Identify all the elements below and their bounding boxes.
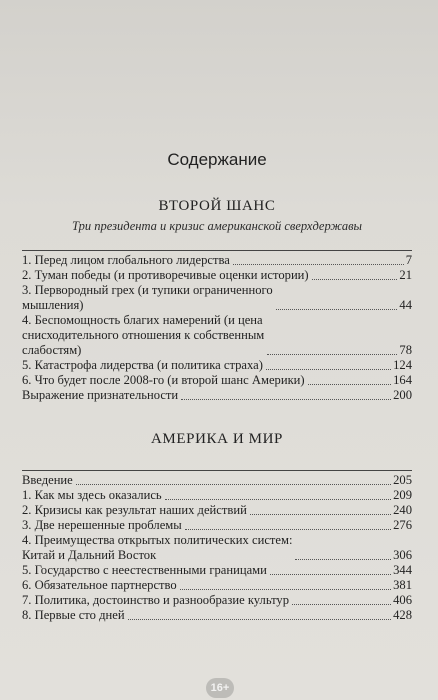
toc-entry-page: 164 xyxy=(393,373,412,387)
toc-entry-page: 406 xyxy=(393,593,412,607)
toc-entry-title: 4. Беспомощность благих намерений (и цена снисходительного отношения к собственным слабостям) xyxy=(22,313,265,357)
toc-entry xyxy=(22,313,412,358)
toc-entry xyxy=(22,488,412,503)
dot-leader xyxy=(76,484,391,485)
toc-entry xyxy=(22,358,412,373)
dot-leader xyxy=(308,384,391,385)
toc-entry xyxy=(22,533,412,563)
dot-leader xyxy=(292,604,391,605)
toc-entry xyxy=(22,268,412,283)
toc-entry-title: 4. Преимущества открытых политических систем: Китай и Дальний Восток xyxy=(22,533,293,562)
toc-entry-title: Выражение признательности xyxy=(22,388,179,402)
dot-leader xyxy=(250,514,391,515)
toc-entry xyxy=(22,253,412,268)
toc-entry-title: 6. Обязательное партнерство xyxy=(22,578,177,592)
part2-entries xyxy=(22,473,412,623)
dot-leader xyxy=(185,529,391,530)
toc-entry xyxy=(22,608,412,623)
toc-entry xyxy=(22,503,412,518)
toc-entry-page: 276 xyxy=(393,518,412,532)
toc-entry xyxy=(22,578,412,593)
toc-entry-page: 21 xyxy=(399,268,412,282)
toc-entry-page: 200 xyxy=(393,388,412,402)
toc-entry-page: 124 xyxy=(393,358,412,372)
toc-entry xyxy=(22,283,412,313)
dot-leader xyxy=(165,499,391,500)
part1-subtitle: Три президента и кризис американской сверхдержавы xyxy=(71,219,363,233)
dot-leader xyxy=(267,354,397,355)
toc-entry-page: 381 xyxy=(393,578,412,592)
dot-leader xyxy=(295,559,391,560)
dot-leader xyxy=(312,279,398,280)
toc-entry-page: 209 xyxy=(393,488,412,502)
toc-entry-title: 6. Что будет после 2008-го (и второй шанс Америки) xyxy=(22,373,305,387)
toc-entry-title: 7. Политика, достоинство и разнообразие культур xyxy=(22,593,290,607)
toc-entry-page: 240 xyxy=(393,503,412,517)
dot-leader xyxy=(181,399,391,400)
dot-leader xyxy=(233,264,404,265)
toc-entry xyxy=(22,473,412,488)
toc-entry-page: 78 xyxy=(399,343,412,357)
toc-entry xyxy=(22,518,412,533)
toc-heading: Содержание xyxy=(167,150,267,169)
toc-entry-title: 1. Как мы здесь оказались xyxy=(22,488,162,502)
toc-entry-page: 7 xyxy=(405,253,412,267)
toc-entry xyxy=(22,388,412,403)
toc-entry-page: 344 xyxy=(393,563,412,577)
toc-entry-title: 5. Государство с неестественными границами xyxy=(22,563,267,577)
toc-entry-page: 205 xyxy=(393,473,412,487)
dot-leader xyxy=(276,309,398,310)
toc-entry-title: 2. Кризисы как результат наших действий xyxy=(22,503,247,517)
dot-leader xyxy=(180,589,391,590)
toc-entry xyxy=(22,563,412,578)
dot-leader xyxy=(270,574,391,575)
toc-entry-title: 8. Первые сто дней xyxy=(22,608,125,622)
toc-entry xyxy=(22,373,412,388)
toc-entry xyxy=(22,593,412,608)
part2-rule xyxy=(22,470,412,471)
age-rating-badge: 16+ xyxy=(206,678,234,698)
part2-title: АМЕРИКА И МИР xyxy=(151,431,283,447)
toc-entry-title: 2. Туман победы (и противоречивые оценки истории) xyxy=(22,268,309,282)
toc-entry-page: 428 xyxy=(393,608,412,622)
dot-leader xyxy=(266,369,391,370)
table-of-contents xyxy=(22,150,412,623)
toc-entry-page: 44 xyxy=(399,298,412,312)
part1-rule xyxy=(22,250,412,251)
toc-entry-title: 3. Две нерешенные проблемы xyxy=(22,518,182,532)
toc-entry-title: Введение xyxy=(22,473,73,487)
part1-entries xyxy=(22,253,412,403)
toc-entry-title: 5. Катастрофа лидерства (и политика страха) xyxy=(22,358,263,372)
toc-entry-page: 306 xyxy=(393,548,412,562)
toc-entry-title: 1. Перед лицом глобального лидерства xyxy=(22,253,230,267)
part1-title: ВТОРОЙ ШАНС xyxy=(158,198,276,214)
toc-entry-title: 3. Первородный грех (и тупики ограниченного мышления) xyxy=(22,283,273,312)
dot-leader xyxy=(128,619,392,620)
